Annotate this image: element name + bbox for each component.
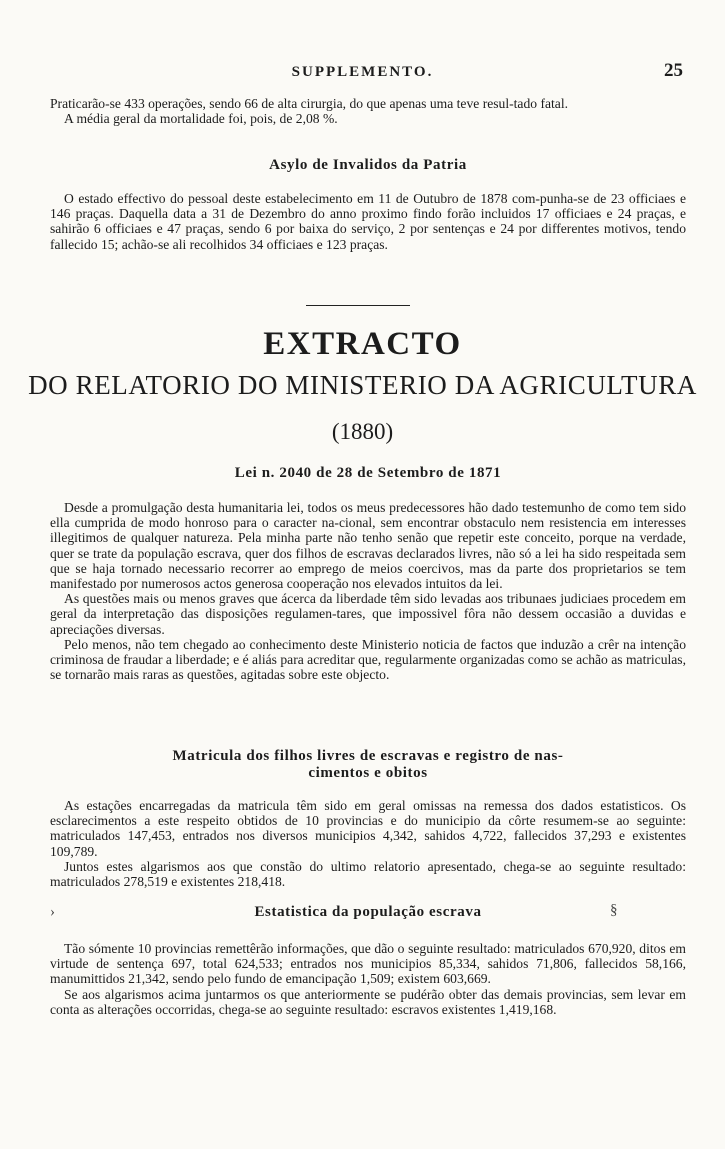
extract-title: EXTRACTO [263, 326, 462, 362]
matricula-block [50, 798, 686, 889]
extract-subtitle: DO RELATORIO DO MINISTERIO DA AGRICULTURA [28, 370, 697, 400]
estatistica-paragraph-1: Tão sómente 10 provincias remettêrão informações, que dão o seguinte resultado: matriculados 670,920, ditos em virtude de sentença 697, total 624,533; entrados nos municipios 85,334, sahidos 71,806, fallecidos 58,166, manumittidos 21,342, sendo pelo fundo de emancipação 1,509; existem 603,669. [50, 941, 686, 987]
page-number: 25 [664, 60, 683, 81]
lei-block [50, 500, 686, 682]
estatistica-heading: Estatistica da população escrava [254, 904, 482, 920]
matricula-paragraph-1: As estações encarregadas da matricula têm sido em geral omissas na remessa dos dados estatisticos. Os esclarecimentos a este respeito obtidos de 10 provincias e do municipio da côrte resumem-se ao seguinte: matriculados 147,453, entrados nos diversos municipios 4,342, sahidos 4,722, fallecidos 37,293 e existentes 109,789. [50, 798, 686, 859]
matricula-heading [50, 748, 686, 782]
asylo-block [50, 191, 686, 252]
margin-mark-left: › [50, 904, 55, 920]
estatistica-block [50, 941, 686, 1017]
lei-paragraph-1: Desde a promulgação desta humanitaria lei, todos os meus predecessores hão dado testemunho de como tem sido ella cumprida de modo honroso para o caracter na-cional, sem encontrar obstaculo nem resistencia em interesses illegitimos de qualquer natureza. Pela minha parte não tenho senão que repetir este conceito, porque na verdade, quer se trate da população escrava, quer dos filhos de escravas declarados livres, não só a lei ha sido respeitada sem que se haja tornado necessario recorrer ao emprego de meios coercivos, mas da parte dos proprietarios se tem manifestado por numerosos actos generosa cooperação nos elevados intuitos da lei. [50, 500, 686, 592]
section-divider [306, 305, 410, 306]
estatistica-paragraph-2: Se aos algarismos acima juntarmos os que anteriormente se pudérão obter das demais provincias, sem levar em conta as alterações occorridas, chega-se ao seguinte resultado: escravos existentes 1,419,168. [50, 986, 686, 1017]
intro-block [50, 96, 686, 126]
lei-heading: Lei n. 2040 de 28 de Setembro de 1871 [234, 465, 502, 481]
intro-line-2: A média geral da mortalidade foi, pois, de 2,08 %. [64, 111, 338, 127]
margin-mark-right: § [610, 902, 618, 918]
matricula-paragraph-2: Juntos estes algarismos aos que constão do ultimo relatorio apresentado, chega-se ao seguinte resultado: matriculados 278,519 e existentes 218,418. [50, 858, 686, 890]
running-title: SUPPLEMENTO. [291, 64, 434, 80]
extract-year: (1880) [331, 419, 394, 444]
asylo-heading: Asylo de Invalidos da Patria [269, 157, 467, 173]
lei-paragraph-3: Pelo menos, não tem chegado ao conhecimento deste Ministerio noticia de factos que induzão a crêr na intenção criminosa de fraudar a liberdade; e é aliás para acreditar que, regularmente organizadas como se achão as matriculas, se tornarão mais raras as questões, agitadas sobre este objecto. [50, 636, 686, 683]
asylo-paragraph: O estado effectivo do pessoal deste estabelecimento em 11 de Outubro de 1878 com-punha-se de 23 officiaes e 146 praças. Daquella data a 31 de Dezembro do anno proximo findo forão incluidos 17 officiaes e 24 praças, e sahirão 6 officiaes e 47 praças, sendo 6 por baixa do serviço, 2 por sentenças e 24 por differentes motivos, tendo fallecido 15; achão-se ali recolhidos 34 officiaes e 123 praças. [50, 191, 686, 252]
matricula-heading-line-2: cimentos e obitos [308, 765, 428, 781]
lei-paragraph-2: As questões mais ou menos graves que ácerca da liberdade têm sido levadas aos tribunaes judiciaes procedem em geral da interpretação das disposições regulamen-tares, que impossivel fôra não dessem occasião a duvidas e apreciações diversas. [50, 591, 686, 637]
matricula-heading-line-1: Matricula dos filhos livres de escravas e registro de nas- [172, 748, 564, 764]
intro-line-1: Praticarão-se 433 operações, sendo 66 de alta cirurgia, do que apenas uma teve resul-tado fatal. [50, 96, 568, 111]
